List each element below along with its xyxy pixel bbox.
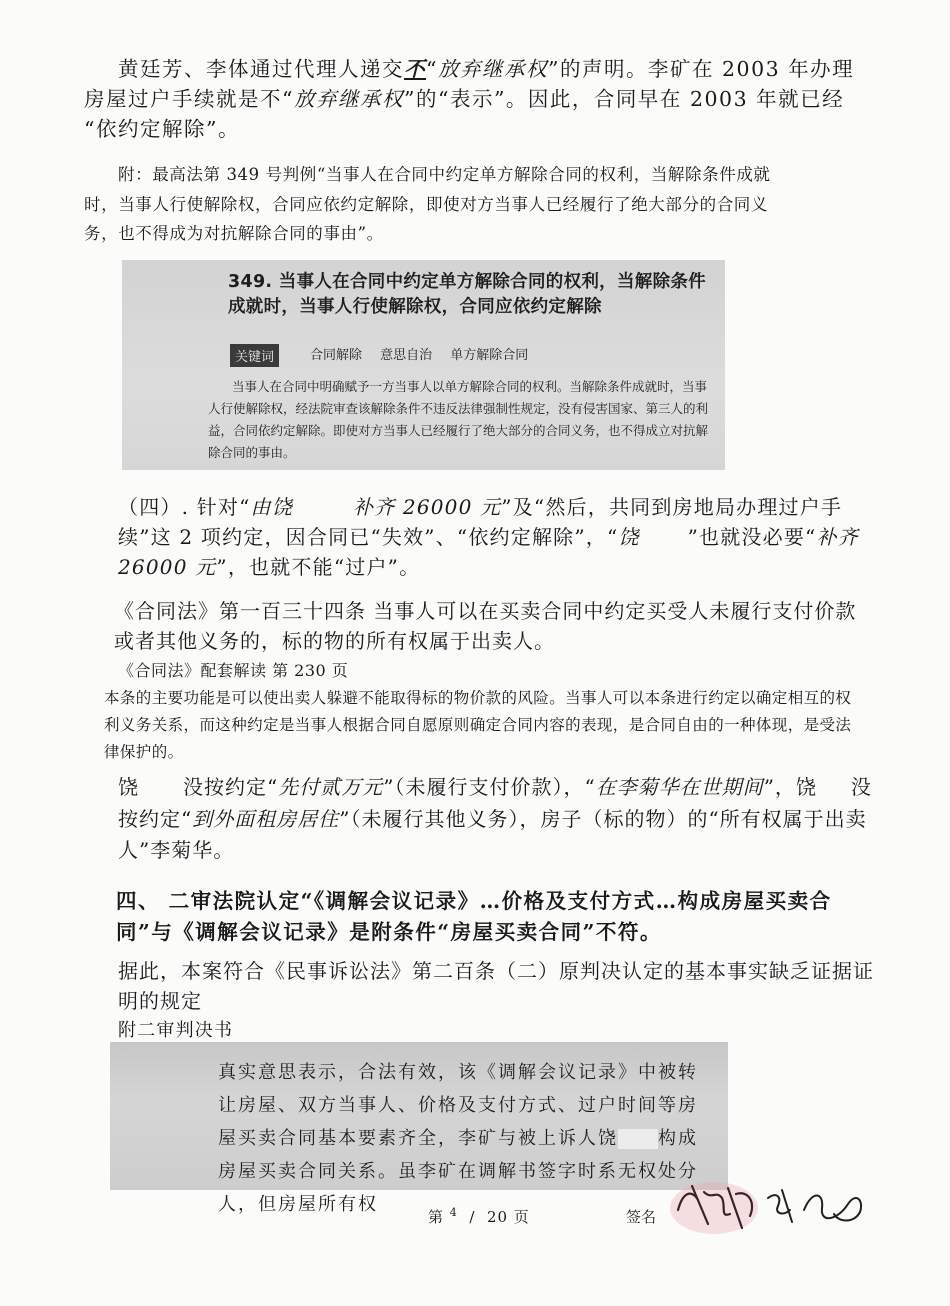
case-body-text: 当事人在合同中明确赋予一方当事人以单方解除合同的权利。当解除条件成就时，当事人行使解除权，经法院审查该解除条件不违反法律强制性规定，没有侵害国家、第三人的利益，合同依约定解除。即使对方当事人已经履行了绝大部分的合同义务，也不得成立对抗解除合同的事由。 bbox=[208, 379, 709, 460]
text-span: ”，饶 bbox=[763, 775, 817, 799]
text-span: ”及“然后，共同到房地局办理过户手续”这 2 项约定，因合同已“失效”、“依约定解除”，“ bbox=[118, 495, 843, 549]
text-span: ”（未履行其他义务），房子（标的物）的“所有权属于出卖人”李菊华。 bbox=[118, 806, 867, 862]
italic-span: 先付贰万元 bbox=[278, 775, 384, 799]
italic-span: 放弃继承权 bbox=[293, 87, 404, 111]
section-heading bbox=[84, 886, 874, 948]
page-prefix: 第 bbox=[428, 1208, 445, 1226]
red-stamp bbox=[670, 1182, 758, 1234]
page-current: 4 bbox=[449, 1206, 458, 1219]
redaction bbox=[618, 1129, 658, 1149]
italic-span: 补齐 26000 元 bbox=[352, 495, 502, 519]
text-block: 《合同法》第一百三十四条 当事人可以在买卖合同中约定买受人未履行支付价款或者其他义务的，标的物的所有权属于出卖人。 bbox=[114, 599, 857, 653]
text-block: 据此，本案符合《民事诉讼法》第二百条（二）原判决认定的基本事实缺乏证据证明的规定 bbox=[118, 959, 874, 1013]
case-body bbox=[208, 376, 716, 464]
reference-line: 《合同法》配套解读 第 230 页 bbox=[118, 661, 349, 680]
paragraph-6 bbox=[104, 685, 864, 766]
redaction bbox=[817, 779, 851, 799]
text-block: 本条的主要功能是可以使出卖人躲避不能取得标的物价款的风险。当事人可以本条进行约定以确定相互的权利义务关系，而这种约定是当事人根据合同自愿原则确定合同内容的表现，是合同自由的一种体现，是受法律保护的。 bbox=[104, 689, 852, 761]
scanned-judgment-excerpt bbox=[110, 1042, 728, 1215]
italic-span: 饶 bbox=[618, 525, 640, 549]
judgment-text bbox=[218, 1056, 708, 1221]
text-line: 务，也不得成为对抗解除合同的事由”。 bbox=[84, 224, 384, 243]
text-line: 附：最高法第 349 号判例“当事人在合同中约定单方解除合同的权利，当解除条件成就 bbox=[118, 165, 771, 184]
handwritten-signature bbox=[664, 1170, 874, 1240]
text-span: ”（未履行支付价款），“ bbox=[383, 775, 596, 799]
italic-span: 由饶 bbox=[250, 495, 293, 519]
redaction bbox=[139, 779, 183, 799]
case-heading: 349. 当事人在合同中约定单方解除合同的权利，当解除条件成就时，当事人行使解除权，合同应依约定解除 bbox=[228, 272, 706, 317]
text-span: ”的“表示”。因此，合同早在 2003 年就已经 bbox=[403, 87, 845, 111]
text-span: ”的声明。李矿在 2003 年办理 bbox=[547, 57, 855, 81]
heading-text: 四、 二审法院认定“《调解会议记录》…价格及支付方式…构成房屋买卖合同”与《调解会议记录》是附条件“房屋买卖合同”不符。 bbox=[116, 889, 832, 944]
text-span: 黄廷芳、李体通过代理人递交 bbox=[118, 57, 404, 81]
page-total: 20 页 bbox=[486, 1208, 530, 1226]
italic-span: 放弃继承权 bbox=[437, 57, 548, 81]
text-span: “ bbox=[426, 57, 438, 81]
redaction bbox=[640, 529, 688, 549]
text-line: “依约定解除”。 bbox=[84, 117, 240, 141]
text-span: 没按约定“ bbox=[183, 775, 279, 799]
signature-label: 签名 bbox=[626, 1208, 657, 1226]
paragraph-7 bbox=[118, 772, 878, 867]
text-span: 房屋过户手续就是不“ bbox=[84, 87, 294, 111]
paragraph-2 bbox=[84, 160, 874, 249]
paragraph-9 bbox=[84, 956, 874, 1016]
italic-span: 到外面租房居住 bbox=[192, 806, 340, 831]
attachment-label: 附二审判决书 bbox=[118, 1020, 234, 1041]
signature-stroke-2 bbox=[768, 1190, 861, 1222]
redaction bbox=[293, 499, 353, 519]
emphasis-not: 不 bbox=[404, 57, 426, 81]
italic-span: 在李菊华在世期间 bbox=[595, 775, 764, 799]
paragraph-3 bbox=[118, 492, 878, 582]
page-number bbox=[428, 1206, 530, 1227]
text-span: （四）. 针对“ bbox=[118, 495, 251, 519]
page-sep: / bbox=[469, 1208, 476, 1226]
paragraph-1 bbox=[84, 54, 864, 144]
text-span: 构成房屋买卖合同关系。虽李矿在调解书签字时系无权处分人，但房屋所有权 bbox=[218, 1128, 698, 1215]
scanned-case-excerpt bbox=[122, 260, 725, 470]
text-span: 没按约定“ bbox=[118, 775, 872, 831]
italic-span: 补齐 26000 元 bbox=[118, 525, 859, 579]
paragraph-4 bbox=[84, 596, 874, 656]
keywords: 合同解除 意思自治 单方解除合同 bbox=[310, 348, 529, 363]
text-span: 真实意思表示，合法有效，该《调解会议记录》中被转让房屋、双方当事人、价格及支付方式、过户时间等房屋买卖合同基本要素齐全，李矿与被上诉人饶 bbox=[218, 1062, 698, 1149]
text-span: 饶 bbox=[118, 775, 139, 799]
text-span: ”，也就不能“过户”。 bbox=[216, 555, 421, 579]
text-span: ”也就没必要“ bbox=[687, 525, 817, 549]
keyword-tag: 关键词 bbox=[230, 344, 279, 367]
text-line: 时，当事人行使解除权，合同应依约定解除，即使对方当事人已经履行了绝大部分的合同义 bbox=[84, 194, 768, 214]
